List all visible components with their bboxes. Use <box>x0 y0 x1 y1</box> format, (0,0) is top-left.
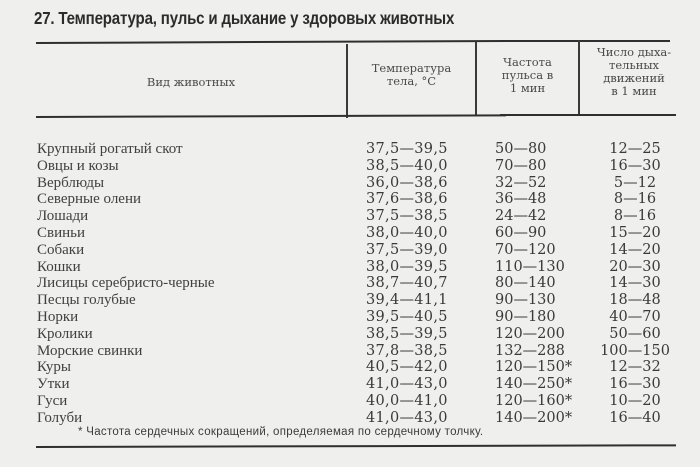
pulse-cell: 70—120 <box>495 241 556 258</box>
table-body <box>0 141 700 427</box>
respiration-cell: 16—30 <box>609 157 661 174</box>
temperature-cell: 38,0—40,0 <box>366 224 448 241</box>
pulse-cell: 32—52 <box>495 174 547 191</box>
header-bottom-rule-right <box>500 114 676 116</box>
table-row <box>0 208 700 225</box>
species-cell: Кошки <box>37 258 81 275</box>
temperature-cell: 39,5—40,5 <box>366 308 448 325</box>
table-row <box>0 158 700 175</box>
species-cell: Овцы и козы <box>37 157 119 174</box>
species-cell: Кролики <box>37 325 93 342</box>
table-row <box>0 275 700 292</box>
header-temp-line-2: тела, °С <box>386 74 437 88</box>
respiration-cell: 14—20 <box>609 241 661 258</box>
pulse-cell: 50—80 <box>495 141 547 157</box>
species-cell: Голуби <box>37 409 83 426</box>
temperature-cell: 40,0—41,0 <box>366 392 448 409</box>
table-row <box>0 343 700 360</box>
header-resp-line-1: Число дыха- <box>596 45 672 59</box>
respiration-cell: 15—20 <box>609 224 661 241</box>
species-cell: Собаки <box>37 241 85 258</box>
header-temperature <box>348 62 475 88</box>
table-row <box>0 292 700 309</box>
table-row <box>0 242 700 259</box>
respiration-cell: 50—60 <box>609 325 661 342</box>
table-title: 27. Температура, пульс и дыхание у здоровых животных <box>34 8 455 28</box>
temperature-cell: 36,0—38,6 <box>366 174 448 191</box>
pulse-cell: 110—130 <box>495 258 565 275</box>
table-row <box>0 309 700 326</box>
table-row <box>0 359 700 376</box>
header-bottom-rule <box>36 114 506 118</box>
header-resp-line-2: тельных <box>608 58 660 72</box>
respiration-cell: 12—25 <box>609 141 661 157</box>
temperature-cell: 41,0—43,0 <box>366 409 448 426</box>
respiration-cell: 8—16 <box>613 208 657 225</box>
respiration-cell: 16—40 <box>609 409 661 426</box>
species-cell: Гуси <box>37 392 68 409</box>
temperature-cell: 37,5—38,5 <box>366 208 448 225</box>
temperature-cell: 40,5—42,0 <box>366 359 448 376</box>
respiration-cell: 20—30 <box>609 258 661 275</box>
temperature-cell: 37,8—38,5 <box>366 342 448 359</box>
respiration-cell: 8—16 <box>613 191 657 208</box>
pulse-cell: 36—48 <box>495 191 547 208</box>
top-rule-right <box>500 40 670 42</box>
species-cell: Морские свинки <box>37 342 143 359</box>
table-row <box>0 191 700 208</box>
header-species <box>36 76 346 89</box>
species-cell: Утки <box>37 376 70 393</box>
table-row <box>0 225 700 242</box>
respiration-cell: 16—30 <box>609 376 661 393</box>
temperature-cell: 38,7—40,7 <box>366 275 448 292</box>
table-row <box>0 259 700 276</box>
table-row <box>0 141 700 158</box>
pulse-cell: 120—150* <box>495 359 573 376</box>
top-rule <box>36 40 506 44</box>
species-cell: Куры <box>37 359 71 376</box>
table-row <box>0 326 700 343</box>
respiration-cell: 10—20 <box>609 392 661 409</box>
pulse-cell: 120—160* <box>495 392 573 409</box>
header-pulse <box>477 56 578 95</box>
pulse-cell: 140—250* <box>495 376 573 393</box>
respiration-cell: 100—150 <box>600 342 670 359</box>
header-resp-line-3: движений <box>603 71 665 85</box>
header-species-line: Вид животных <box>146 75 236 89</box>
species-cell: Северные олени <box>37 191 142 208</box>
pulse-cell: 140—200* <box>495 409 573 426</box>
species-cell: Свиньи <box>37 224 86 241</box>
pulse-cell: 70—80 <box>495 157 547 174</box>
species-cell: Лисицы серебристо-черные <box>37 275 215 292</box>
table-row <box>0 175 700 192</box>
temperature-cell: 38,0—39,5 <box>366 258 448 275</box>
species-cell: Песцы голубые <box>37 292 136 309</box>
pulse-cell: 24—42 <box>495 208 547 225</box>
pulse-cell: 90—130 <box>495 292 556 309</box>
temperature-cell: 38,5—39,5 <box>366 325 448 342</box>
pulse-cell: 80—140 <box>495 275 556 292</box>
respiration-cell: 5—12 <box>613 174 657 191</box>
header-temp-line-1: Температура <box>371 61 452 75</box>
species-cell: Лошади <box>37 208 89 225</box>
species-cell: Норки <box>37 308 79 325</box>
respiration-cell: 12—32 <box>609 359 661 376</box>
table-row <box>0 393 700 410</box>
header-pulse-line-1: Частота <box>503 55 552 69</box>
header-resp-line-4: в 1 мин <box>611 84 657 98</box>
header-pulse-line-3: 1 мин <box>509 81 546 95</box>
respiration-cell: 40—70 <box>609 308 661 325</box>
species-cell: Крупный рогатый скот <box>37 141 183 157</box>
respiration-cell: 14—30 <box>609 275 661 292</box>
pulse-cell: 132—288 <box>495 342 565 359</box>
temperature-cell: 38,5—40,0 <box>366 157 448 174</box>
temperature-cell: 37,6—38,6 <box>366 191 448 208</box>
respiration-cell: 18—48 <box>609 292 661 309</box>
footnote: * Частота сердечных сокращений, определяемая по сердечному толчку. <box>78 426 484 438</box>
bottom-rule <box>36 444 676 447</box>
species-cell: Верблюды <box>37 174 105 191</box>
table-row <box>0 376 700 393</box>
temperature-cell: 39,4—41,1 <box>366 292 448 309</box>
pulse-cell: 60—90 <box>495 224 547 241</box>
table-row <box>0 410 700 427</box>
temperature-cell: 41,0—43,0 <box>366 376 448 393</box>
header-pulse-line-2: пульса в <box>501 68 554 82</box>
temperature-cell: 37,5—39,5 <box>366 141 448 157</box>
temperature-cell: 37,5—39,0 <box>366 241 448 258</box>
pulse-cell: 90—180 <box>495 308 556 325</box>
pulse-cell: 120—200 <box>495 325 565 342</box>
header-respiration <box>580 46 688 98</box>
